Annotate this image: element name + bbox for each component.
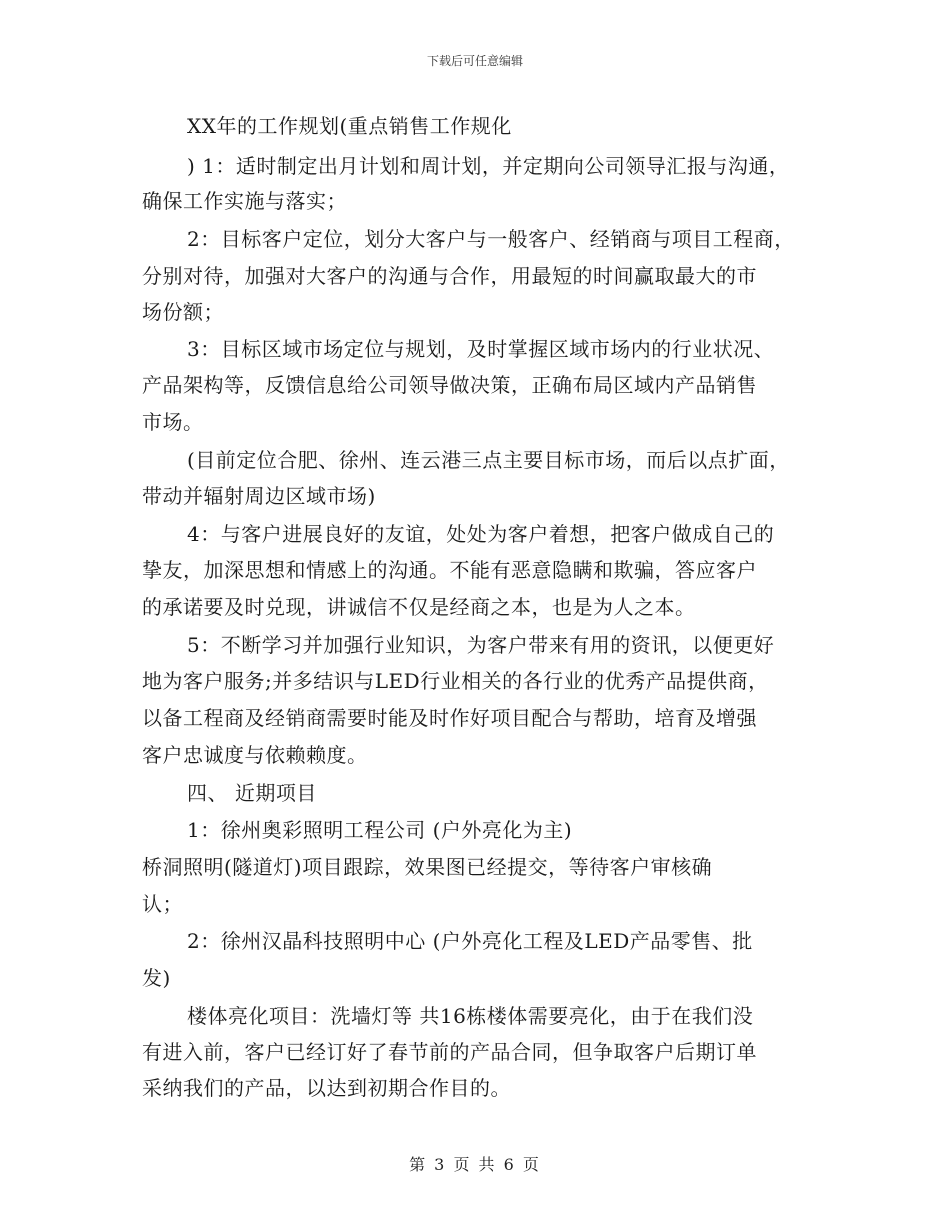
text-line: 楼体亮化项目：洗墙灯等 共16栋楼体需要亮化，由于在我们没	[187, 1004, 754, 1028]
text-line: 分别对待，加强对大客户的沟通与合作，用最短的时间赢取最大的市	[142, 264, 757, 288]
text-line: 带动并辐射周边区域市场)	[142, 484, 376, 508]
text-line: 客户忠诚度与依赖赖度。	[142, 743, 368, 767]
text-line: 市场。	[142, 410, 204, 434]
text-line: 2：目标客户定位，划分大客户与一般客户、经销商与项目工程商，	[187, 227, 795, 251]
text-line: ) 1：适时制定出月计划和周计划，并定期向公司领导汇报与沟通，	[187, 154, 790, 178]
text-line: 有进入前，客户已经订好了春节前的产品合同，但争取客户后期订单	[142, 1040, 757, 1064]
text-line: 以备工程商及经销商需要时能及时作好项目配合与帮助，培育及增强	[142, 706, 757, 730]
text-line: 挚友，加深思想和情感上的沟通。不能有恶意隐瞒和欺骗，答应客户	[142, 558, 757, 582]
text-line: 1：徐州奥彩照明工程公司 (户外亮化为主)	[187, 818, 573, 842]
text-line: 5：不断学习并加强行业知识，为客户带来有用的资讯，以便更好	[187, 633, 775, 657]
text-line: 认；	[142, 892, 183, 916]
text-line: 4：与客户进展良好的友谊，处处为客户着想，把客户做成自己的	[187, 522, 775, 546]
text-line: 发)	[142, 966, 171, 990]
text-line: 地为客户服务;并多结识与LED行业相关的各行业的优秀产品提供商，	[142, 669, 769, 693]
text-line: 的承诺要及时兑现，讲诚信不仅是经商之本，也是为人之本。	[142, 595, 696, 619]
text-line: 场份额；	[142, 300, 224, 324]
page-header: 下载后可任意编辑	[426, 54, 523, 68]
text-line: 桥洞照明(隧道灯)项目跟踪，效果图已经提交，等待客户审核确	[142, 855, 713, 879]
section-heading: 四、 近期项目	[187, 781, 317, 805]
text-line: 3：目标区域市场定位与规划，及时掌握区域市场内的行业状况、	[187, 337, 775, 361]
text-line: 采纳我们的产品，以达到初期合作目的。	[142, 1076, 511, 1100]
text-line: 确保工作实施与落实；	[142, 189, 347, 213]
text-line: 产品架构等，反馈信息给公司领导做决策，正确布局区域内产品销售	[142, 373, 757, 397]
text-line: XX年的工作规划(重点销售工作规化	[187, 114, 512, 138]
text-line: 2：徐州汉晶科技照明中心 (户外亮化工程及LED产品零售、批	[187, 929, 753, 953]
text-line: (目前定位合肥、徐州、连云港三点主要目标市场，而后以点扩面，	[187, 448, 790, 472]
page-number: 第 3 页 共 6 页	[409, 1155, 541, 1174]
